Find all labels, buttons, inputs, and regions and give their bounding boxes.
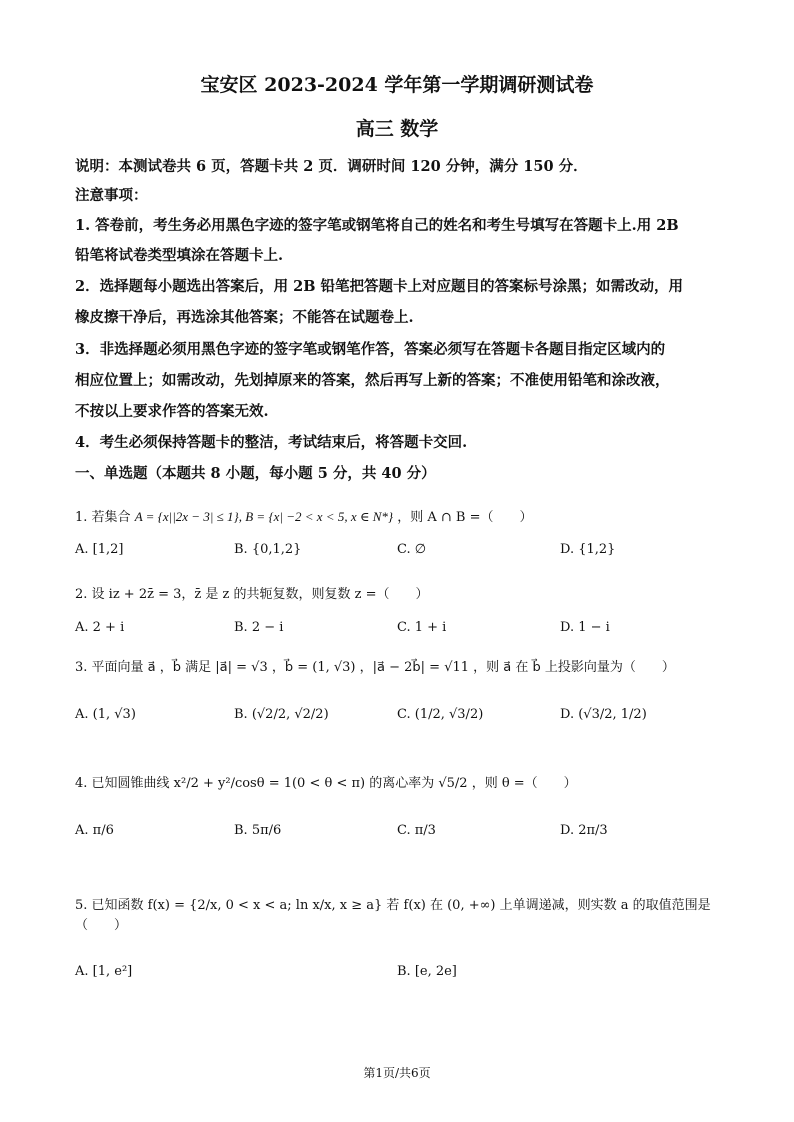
question-2: 2. 设 iz + 2z̄ = 3，z̄ 是 z 的共轭复数，则复数 z =（ ） — [75, 587, 429, 602]
question-4: 4. 已知圆锥曲线 x²/2 + y²/cosθ = 1(0 < θ < π) 的离心率为 √5/2 ，则 θ =（ ） — [75, 776, 577, 791]
page-number: 第1页/共6页 — [363, 1066, 431, 1080]
q5-option-a: A. [1, e²] — [75, 964, 133, 979]
note-2-line-1: 2．选择题每小题选出答案后，用 2B 铅笔把答题卡上对应题目的答案标号涂黑；如需改动，用 — [75, 278, 684, 295]
q5-option-b: B. [e, 2e] — [397, 964, 457, 979]
note-2-line-2: 橡皮擦干净后，再选涂其他答案；不能答在试题卷上. — [75, 309, 414, 326]
note-4: 4．考生必须保持答题卡的整洁，考试结束后，将答题卡交回. — [75, 434, 468, 451]
exam-description: 说明：本测试卷共 6 页，答题卡共 2 页．调研时间 120 分钟，满分 150 分． — [75, 158, 588, 175]
note-3-line-3: 不按以上要求作答的答案无效. — [75, 403, 269, 420]
question-1-sets: A = {x||2x − 3| ≤ 1}, B = {x| −2 < x < 5, x ∈ N*} — [134, 509, 394, 524]
q3-option-a: A. (1, √3) — [75, 707, 136, 722]
q1-option-b: B. {0,1,2} — [234, 542, 302, 557]
q4-option-d: D. 2π/3 — [560, 823, 608, 838]
q1-option-c: C. ∅ — [397, 542, 427, 557]
question-1-prefix: 1. 若集合 — [75, 510, 131, 525]
q1-option-d: D. {1,2} — [560, 542, 616, 557]
exam-title: 宝安区 2023-2024 学年第一学期调研测试卷 — [200, 74, 594, 96]
q2-option-c: C. 1 + i — [397, 620, 447, 635]
q2-option-d: D. 1 − i — [560, 620, 610, 635]
note-3-line-1: 3．非选择题必须用黑色字迹的签字笔或钢笔作答，答案必须写在答题卡各题目指定区域内的 — [75, 341, 666, 358]
exam-subtitle: 高三 数学 — [355, 118, 439, 140]
q2-option-b: B. 2 − i — [234, 620, 284, 635]
question-1 — [75, 506, 533, 525]
note-1-line-1: 1. 答卷前，考生务必用黑色字迹的签字笔或钢笔将自己的姓名和考生号填写在答题卡上.用 2B — [75, 217, 679, 234]
q4-option-c: C. π/3 — [397, 823, 436, 838]
note-3-line-2: 相应位置上；如需改动，先划掉原来的答案，然后再写上新的答案；不准使用铅笔和涂改液， — [75, 372, 670, 389]
q3-option-b: B. (√2/2, √2/2) — [234, 707, 329, 722]
note-1-line-2: 铅笔将试卷类型填涂在答题卡上. — [75, 247, 284, 264]
q2-option-a: A. 2 + i — [75, 620, 125, 635]
q4-option-b: B. 5π/6 — [234, 823, 282, 838]
notes-header: 注意事项： — [75, 187, 148, 204]
q4-option-a: A. π/6 — [75, 823, 114, 838]
question-3: 3. 平面向量 a⃗ ，b⃗ 满足 |a⃗| = √3 ，b⃗ = (1, √3) ，|a⃗ − 2b⃗| = √11 ，则 a⃗ 在 b⃗ 上投影向量为（ ） — [75, 660, 675, 675]
section-heading: 一、单选题（本题共 8 小题，每小题 5 分，共 40 分） — [75, 465, 436, 482]
question-1-tail: ，则 A ∩ B =（ ） — [397, 510, 533, 525]
q3-option-c: C. (1/2, √3/2) — [397, 707, 484, 722]
q3-option-d: D. (√3/2, 1/2) — [560, 707, 647, 722]
question-5: 5. 已知函数 f(x) = {2/x, 0 < x < a; ln x/x, x ≥ a} 若 f(x) 在 (0, +∞) 上单调递减，则实数 a 的取值范围是（ ） — [75, 898, 711, 933]
q1-option-a: A. [1,2] — [75, 542, 124, 557]
